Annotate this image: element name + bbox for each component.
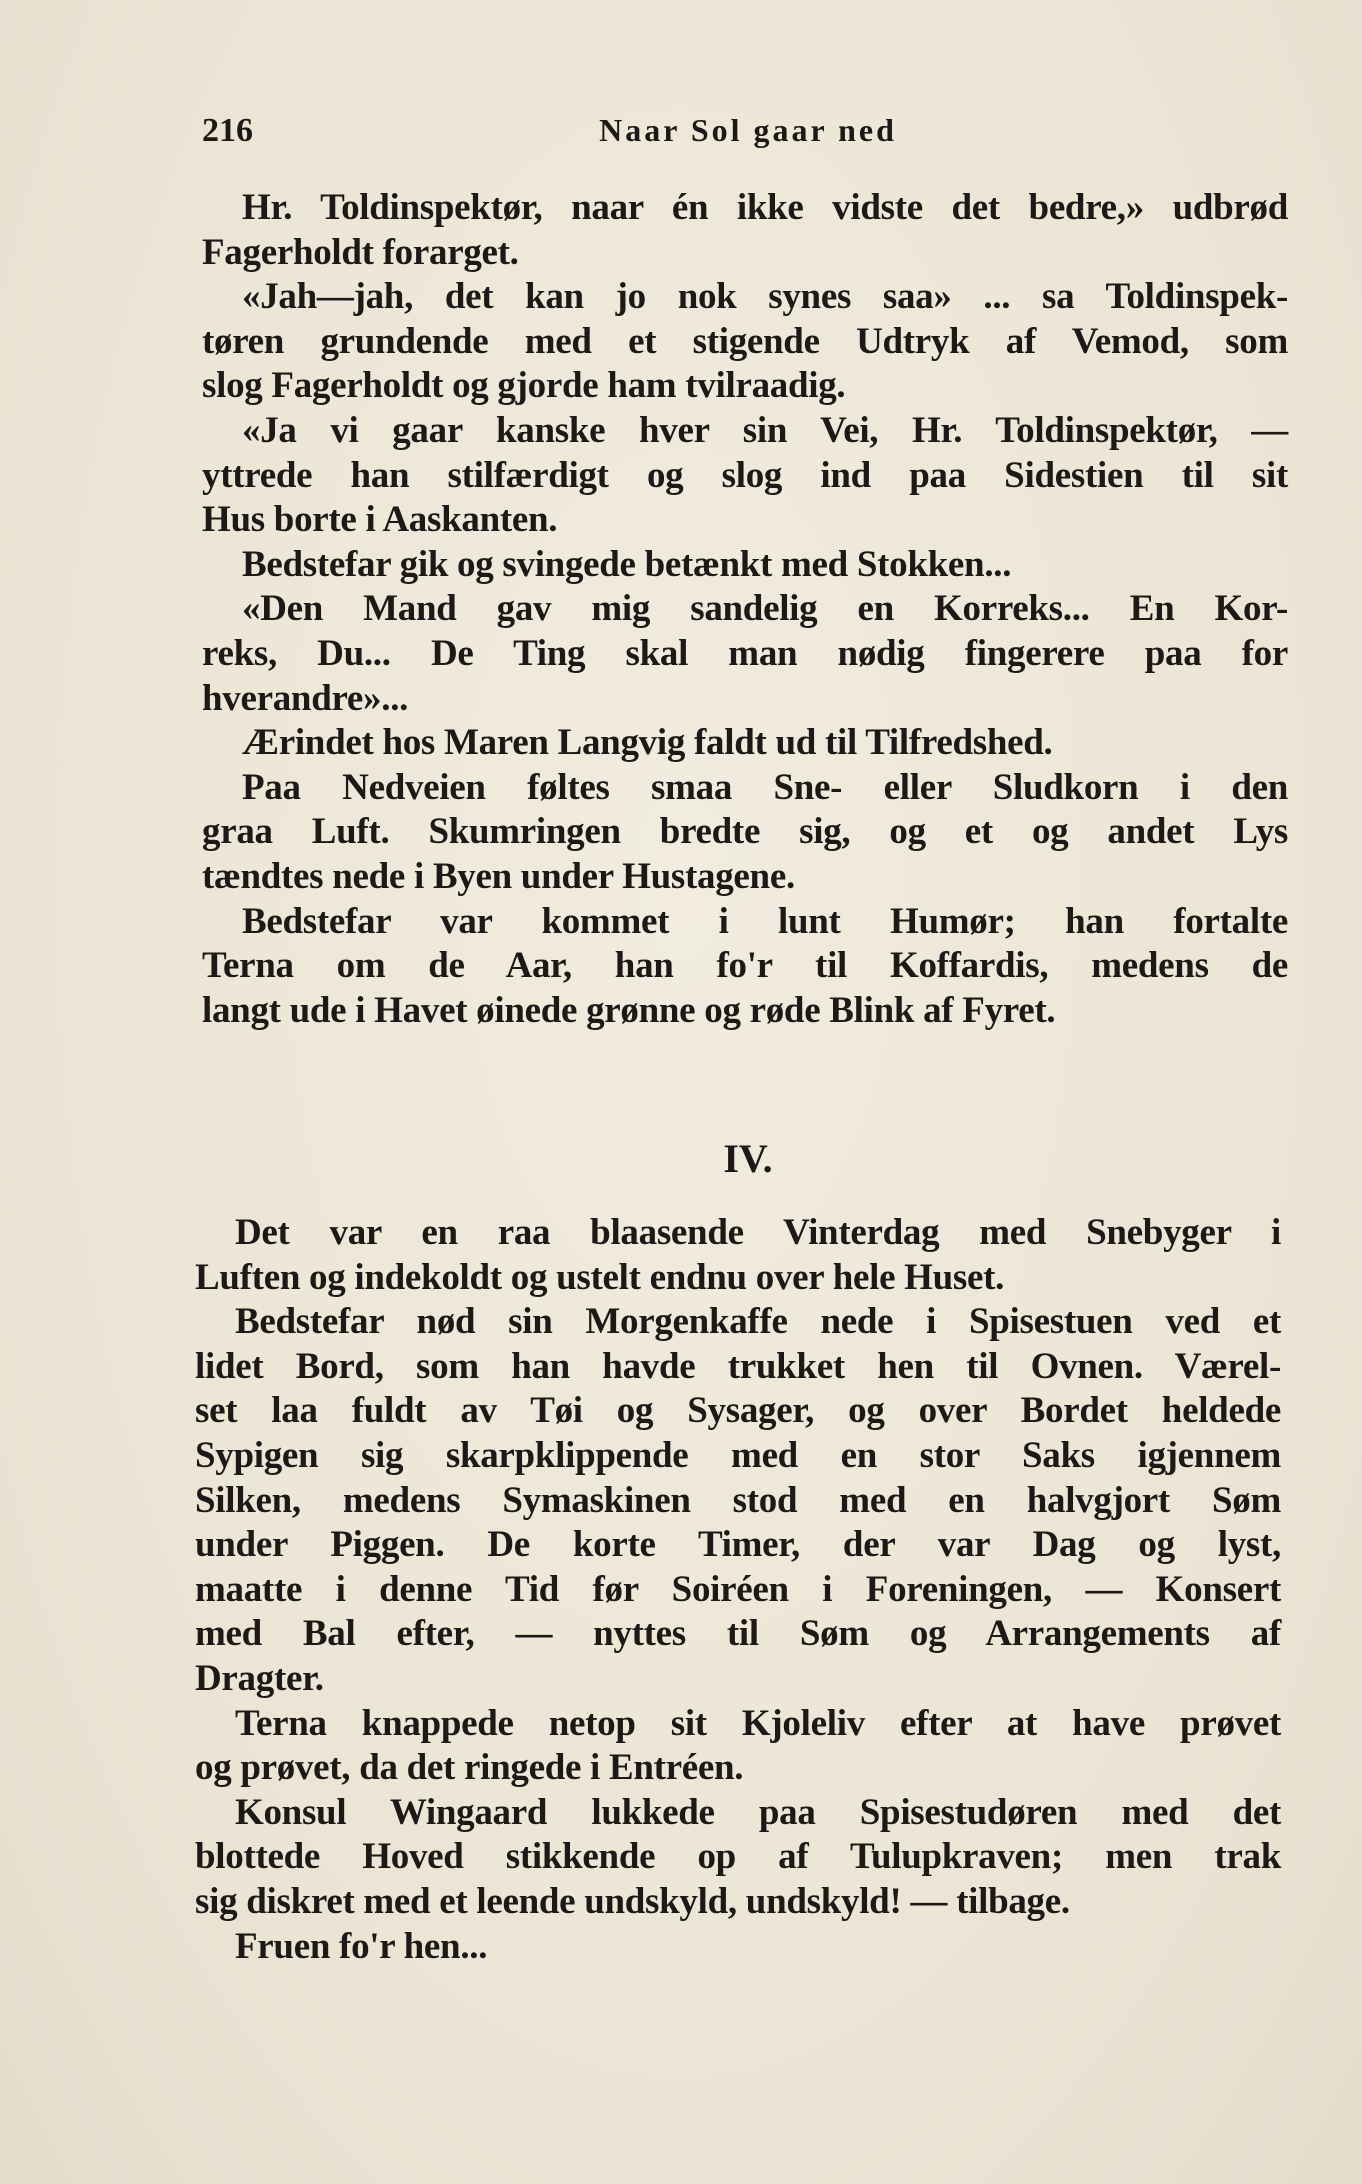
paragraph xyxy=(202,543,1288,588)
text-line: Luften og indekoldt og ustelt endnu over hele Huset. xyxy=(195,1256,1005,1298)
text-line: graa Luft. Skumringen bredte sig, og et og andet Lys xyxy=(202,811,1288,853)
text-line: Terna om de Aar, han fo'r til Koffardis, medens de xyxy=(202,945,1288,987)
text-line: Fruen fo'r hen... xyxy=(235,1925,488,1967)
paragraph xyxy=(195,1300,1281,1701)
text-section-chapter-iv xyxy=(195,1211,1281,1969)
text-line: tøren grundende med et stigende Udtryk af Vemod, som xyxy=(202,320,1288,362)
text-line: tændtes nede i Byen under Hustagene. xyxy=(202,855,795,897)
text-line: under Piggen. De korte Timer, der var Dag og lyst, xyxy=(195,1524,1281,1566)
paragraph xyxy=(195,1925,1281,1970)
text-line: maatte i denne Tid før Soiréen i Foreningen, — Konsert xyxy=(195,1568,1281,1610)
text-line: blottede Hoved stikkende op af Tulupkraven; men trak xyxy=(195,1836,1281,1878)
text-line: hverandre»... xyxy=(202,677,409,719)
text-line: «Ja vi gaar kanske hver sin Vei, Hr. Toldinspektør, — xyxy=(242,409,1288,451)
text-line: langt ude i Havet øinede grønne og røde Blink af Fyret. xyxy=(202,989,1056,1031)
text-line: Paa Nedveien føltes smaa Sne- eller Sludkorn i den xyxy=(242,766,1288,808)
text-line: Konsul Wingaard lukkede paa Spisestudøren med det xyxy=(235,1791,1281,1833)
text-section-before-chapter xyxy=(202,186,1288,1033)
text-line: yttrede han stilfærdigt og slog ind paa Sidestien til sit xyxy=(202,454,1288,496)
text-line: reks, Du... De Ting skal man nødig fingerere paa for xyxy=(202,632,1288,674)
text-line: «Den Mand gav mig sandelig en Korreks... En Kor- xyxy=(242,588,1288,630)
text-line: med Bal efter, — nyttes til Søm og Arrangements af xyxy=(195,1613,1281,1655)
text-line: Sypigen sig skarpklippende med en stor Saks igjennem xyxy=(195,1434,1281,1476)
text-line: set laa fuldt av Tøi og Sysager, og over Bordet heldede xyxy=(195,1390,1281,1432)
page-number: 216 xyxy=(202,112,253,149)
text-line: Ærindet hos Maren Langvig faldt ud til Tilfredshed. xyxy=(242,722,1053,764)
paragraph xyxy=(202,721,1288,766)
paragraph xyxy=(195,1702,1281,1791)
text-line: Bedstefar nød sin Morgenkaffe nede i Spisestuen ved et xyxy=(235,1301,1281,1343)
paragraph xyxy=(202,186,1288,275)
paragraph xyxy=(195,1791,1281,1925)
chapter-heading: IV. xyxy=(723,1136,773,1181)
paragraph xyxy=(202,766,1288,900)
text-line: Dragter. xyxy=(195,1657,324,1699)
text-line: «Jah—jah, det kan jo nok synes saa» ... sa Toldinspek- xyxy=(242,276,1288,318)
text-line: sig diskret med et leende undskyld, undskyld! — tilbage. xyxy=(195,1880,1070,1922)
text-line: Hr. Toldinspektør, naar én ikke vidste det bedre,» udbrød xyxy=(242,187,1288,228)
paragraph xyxy=(202,275,1288,409)
text-line: lidet Bord, som han havde trukket hen til Ovnen. Værel- xyxy=(195,1345,1281,1387)
text-line: Bedstefar gik og svingede betænkt med Stokken... xyxy=(242,543,1012,585)
running-title: Naar Sol gaar ned xyxy=(599,112,897,148)
text-line: Hus borte i Aaskanten. xyxy=(202,499,558,541)
paragraph xyxy=(202,587,1288,721)
text-line: Silken, medens Symaskinen stod med en halvgjort Søm xyxy=(195,1479,1281,1521)
text-line: Det var en raa blaasende Vinterdag med Snebyger i xyxy=(235,1212,1281,1253)
text-line: og prøvet, da det ringede i Entréen. xyxy=(195,1747,744,1789)
text-line: slog Fagerholdt og gjorde ham tvilraadig. xyxy=(202,365,846,407)
paragraph xyxy=(202,409,1288,543)
paragraph xyxy=(195,1211,1281,1300)
text-line: Fagerholdt forarget. xyxy=(202,231,519,273)
text-line: Bedstefar var kommet i lunt Humør; han fortalte xyxy=(242,900,1288,942)
text-line: Terna knappede netop sit Kjoleliv efter at have prøvet xyxy=(235,1702,1281,1744)
paragraph xyxy=(202,900,1288,1034)
